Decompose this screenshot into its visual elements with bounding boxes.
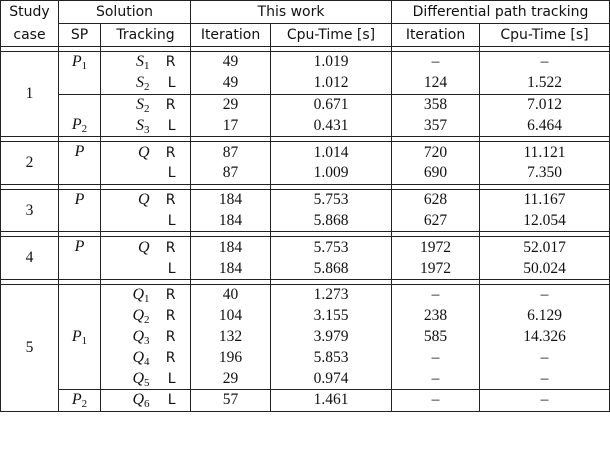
tracking-cell: [101, 211, 191, 232]
table-row: [1, 284, 610, 305]
diff-iteration-value: –: [392, 347, 480, 368]
sp-cell: [59, 189, 101, 232]
study-case-id: 5: [1, 284, 59, 411]
tracking-symbol: Q: [137, 143, 150, 161]
sp-cell: [59, 389, 101, 411]
tracking-direction: L: [167, 370, 176, 387]
diff-cpu-time-value: 11.167: [480, 189, 610, 210]
tracking-direction: R: [165, 287, 176, 304]
diff-cpu-time-value: 52.017: [480, 237, 610, 258]
diff-cpu-time-value: –: [480, 284, 610, 305]
diff-iteration-value: –: [392, 368, 480, 389]
header-diff-iteration: Iteration: [392, 24, 480, 47]
sp-symbol: $P_2$: [71, 391, 88, 411]
iteration-value: 184: [191, 258, 271, 279]
sp-cell: [59, 52, 101, 95]
tracking-direction: R: [165, 308, 176, 325]
tracking-direction: L: [167, 260, 176, 277]
cpu-time-value: 0.974: [271, 368, 392, 389]
header-tracking: Tracking: [101, 24, 191, 47]
header-sp: SP: [59, 24, 101, 47]
diff-iteration-value: 358: [392, 94, 480, 115]
tracking-symbol: $S_2$: [136, 95, 150, 115]
tracking-direction: R: [165, 96, 176, 113]
study-case-id: 1: [1, 52, 59, 137]
tracking-direction: R: [165, 239, 176, 256]
tracking-cell: [101, 306, 191, 327]
iteration-value: 132: [191, 327, 271, 348]
diff-iteration-value: 690: [392, 163, 480, 184]
sp-cell: [59, 284, 101, 389]
diff-iteration-value: 124: [392, 73, 480, 94]
tracking-symbol: $Q_5$: [132, 369, 150, 389]
tracking-cell: [101, 327, 191, 348]
iteration-value: 184: [191, 189, 271, 210]
tracking-direction: R: [165, 328, 176, 345]
diff-iteration-value: 720: [392, 142, 480, 163]
tracking-direction: L: [167, 75, 176, 92]
tracking-direction: R: [165, 54, 176, 71]
iteration-value: 49: [191, 73, 271, 94]
table-row: [1, 94, 610, 115]
iteration-value: 184: [191, 211, 271, 232]
tracking-direction: L: [167, 117, 176, 134]
tracking-cell: [101, 115, 191, 136]
cpu-time-value: 1.273: [271, 284, 392, 305]
tracking-cell: [101, 52, 191, 73]
diff-cpu-time-value: 11.121: [480, 142, 610, 163]
header-study: Study: [1, 1, 59, 24]
diff-cpu-time-value: 7.012: [480, 94, 610, 115]
cpu-time-value: 3.155: [271, 306, 392, 327]
tracking-direction: L: [167, 212, 176, 229]
sp-symbol: P: [74, 190, 85, 208]
diff-iteration-value: 238: [392, 306, 480, 327]
sp-cell: [59, 94, 101, 137]
diff-cpu-time-value: 1.522: [480, 73, 610, 94]
tracking-cell: [101, 237, 191, 258]
header-differential-path-tracking: Differential path tracking: [392, 1, 610, 24]
cpu-time-value: 1.012: [271, 73, 392, 94]
table-row: [1, 52, 610, 73]
cpu-time-value: 1.019: [271, 52, 392, 73]
cpu-time-value: 5.853: [271, 347, 392, 368]
tracking-direction: L: [167, 392, 176, 409]
cpu-time-value: 1.461: [271, 389, 392, 411]
iteration-value: 87: [191, 163, 271, 184]
diff-cpu-time-value: 50.024: [480, 258, 610, 279]
iteration-value: 104: [191, 306, 271, 327]
sp-symbol: P: [74, 143, 85, 161]
tracking-symbol: $Q_4$: [132, 348, 150, 368]
header-diff-cpu-time: Cpu-Time [s]: [480, 24, 610, 47]
diff-iteration-value: 627: [392, 211, 480, 232]
header-solution: Solution: [59, 1, 191, 24]
table-row: [1, 189, 610, 210]
cpu-time-value: 0.671: [271, 94, 392, 115]
tracking-symbol: $S_1$: [136, 53, 150, 73]
diff-cpu-time-value: 6.129: [480, 306, 610, 327]
tracking-direction: R: [165, 192, 176, 209]
sp-symbol: P: [74, 238, 85, 256]
tracking-symbol: $Q_1$: [132, 286, 150, 306]
sp-symbol: $P_1$: [71, 53, 88, 72]
tracking-cell: [101, 389, 191, 411]
cpu-time-value: 5.868: [271, 211, 392, 232]
sp-cell: [59, 142, 101, 185]
table-row: [1, 237, 610, 258]
iteration-value: 87: [191, 142, 271, 163]
tracking-direction: L: [167, 165, 176, 182]
tracking-cell: [101, 94, 191, 115]
diff-iteration-value: –: [392, 389, 480, 411]
table-row: [1, 142, 610, 163]
tracking-symbol: Q: [137, 191, 150, 209]
cpu-time-value: 5.868: [271, 258, 392, 279]
tracking-symbol: Q: [137, 238, 150, 256]
iteration-value: 196: [191, 347, 271, 368]
tracking-symbol: $Q_6$: [132, 391, 150, 411]
tracking-symbol: $Q_3$: [132, 327, 150, 347]
tracking-cell: [101, 347, 191, 368]
diff-cpu-time-value: 7.350: [480, 163, 610, 184]
sp-symbol: $P_1$: [71, 327, 88, 347]
study-case-id: 4: [1, 237, 59, 280]
tracking-cell: [101, 189, 191, 210]
tracking-cell: [101, 73, 191, 94]
tracking-direction: R: [165, 144, 176, 161]
cpu-time-value: 0.431: [271, 115, 392, 136]
diff-iteration-value: 1972: [392, 258, 480, 279]
diff-cpu-time-value: 14.326: [480, 327, 610, 348]
header-this-work: This work: [191, 1, 392, 24]
diff-iteration-value: 628: [392, 189, 480, 210]
diff-cpu-time-value: 6.464: [480, 115, 610, 136]
header-iteration: Iteration: [191, 24, 271, 47]
sp-symbol: $P_2$: [71, 116, 88, 136]
iteration-value: 57: [191, 389, 271, 411]
diff-cpu-time-value: –: [480, 52, 610, 73]
tracking-cell: [101, 284, 191, 305]
cpu-time-value: 1.009: [271, 163, 392, 184]
iteration-value: 49: [191, 52, 271, 73]
study-case-id: 2: [1, 142, 59, 185]
iteration-value: 184: [191, 237, 271, 258]
diff-cpu-time-value: –: [480, 347, 610, 368]
tracking-cell: [101, 142, 191, 163]
diff-iteration-value: 357: [392, 115, 480, 136]
cpu-time-value: 5.753: [271, 189, 392, 210]
diff-cpu-time-value: –: [480, 368, 610, 389]
tracking-symbol: $S_2$: [136, 74, 150, 94]
study-case-id: 3: [1, 189, 59, 232]
tracking-cell: [101, 163, 191, 184]
sp-cell: [59, 237, 101, 280]
diff-cpu-time-value: 12.054: [480, 211, 610, 232]
diff-iteration-value: 585: [392, 327, 480, 348]
header-case: case: [1, 24, 59, 47]
tracking-symbol: $Q_2$: [132, 307, 150, 327]
tracking-cell: [101, 368, 191, 389]
cpu-time-value: 5.753: [271, 237, 392, 258]
iteration-value: 29: [191, 94, 271, 115]
diff-iteration-value: 1972: [392, 237, 480, 258]
diff-cpu-time-value: –: [480, 389, 610, 411]
tracking-direction: R: [165, 349, 176, 366]
iteration-value: 29: [191, 368, 271, 389]
tracking-symbol: $S_3$: [136, 116, 150, 136]
diff-iteration-value: –: [392, 284, 480, 305]
cpu-time-value: 1.014: [271, 142, 392, 163]
header-cpu-time: Cpu-Time [s]: [271, 24, 392, 47]
cpu-time-value: 3.979: [271, 327, 392, 348]
tracking-cell: [101, 258, 191, 279]
iteration-value: 40: [191, 284, 271, 305]
diff-iteration-value: –: [392, 52, 480, 73]
table-row: [1, 389, 610, 411]
iteration-value: 17: [191, 115, 271, 136]
